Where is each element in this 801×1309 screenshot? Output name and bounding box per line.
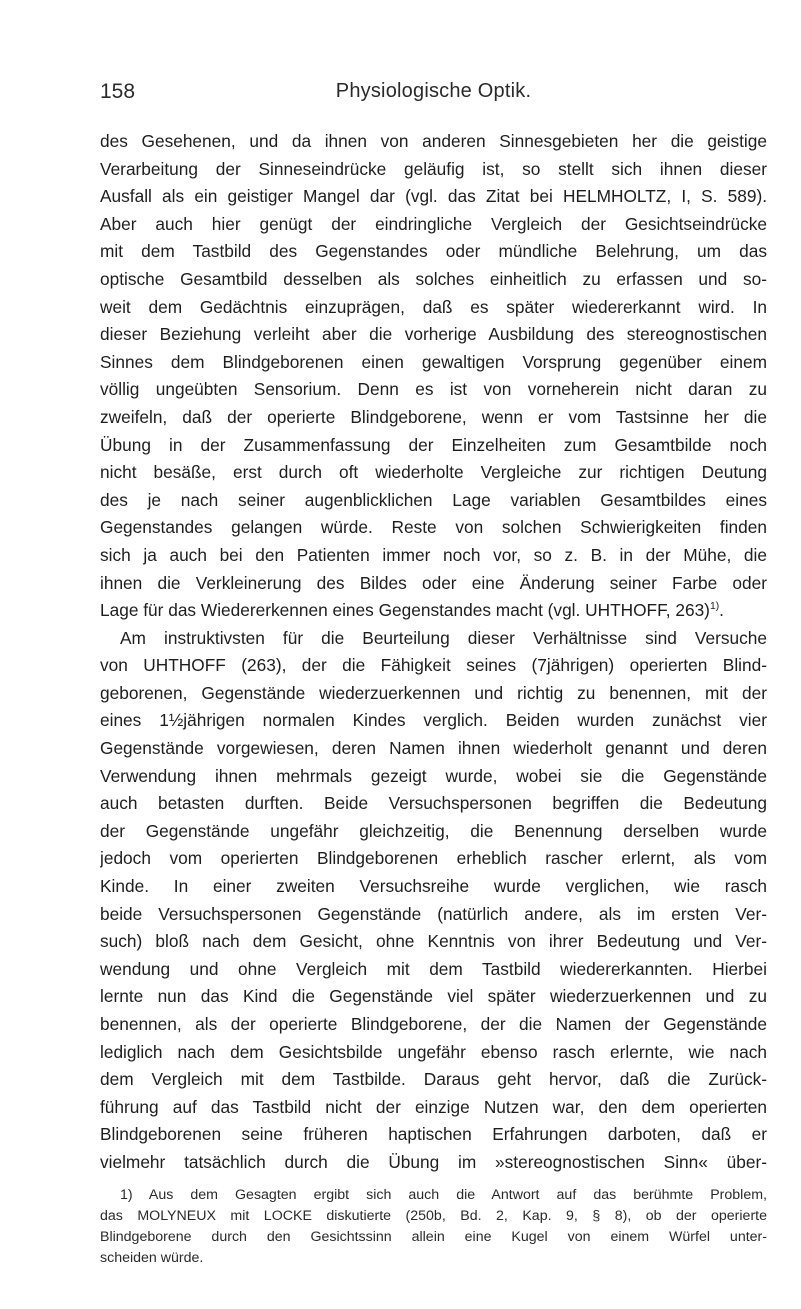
text-line: wendung und ohne Vergleich mit dem Tastbild wiedererkannten. Hierbei xyxy=(100,958,767,979)
text-line: Blindgeborenen seine früheren haptischen Erfahrungen darboten, daß er xyxy=(100,1124,767,1145)
text-line: vielmehr tatsächlich durch die Übung im »stereognostischen Sinn« über- xyxy=(100,1151,767,1172)
text-line: such) bloß nach dem Gesicht, ohne Kenntnis von ihrer Bedeutung und Ver- xyxy=(100,931,767,952)
text-line: mit dem Tastbild des Gegenstandes oder mündliche Belehrung, um das xyxy=(100,241,767,262)
text-line: auch betasten durften. Beide Versuchspersonen begriffen die Bedeutung xyxy=(100,793,767,814)
text-line: lediglich nach dem Gesichtsbilde ungefähr ebenso rasch erlernte, wie nach xyxy=(100,1041,767,1062)
text-line: dem Vergleich mit dem Tastbilde. Daraus geht hervor, daß die Zurück- xyxy=(100,1069,767,1090)
footnote-reference[interactable]: 1) xyxy=(709,601,720,613)
running-head xyxy=(100,80,767,110)
text-line: des Gesehenen, und da ihnen von anderen Sinnesgebieten her die geistige xyxy=(100,131,767,151)
text-line: Ausfall als ein geistiger Mangel dar (vgl. das Zitat bei HELMHOLTZ, I, S. 589). xyxy=(100,186,767,207)
text-line: benennen, als der operierte Blindgeborene, der die Namen der Gegenstände xyxy=(100,1014,767,1034)
footnote-line: Blindgeborene durch den Gesichtssinn allein eine Kugel von einem Würfel unter- xyxy=(100,1229,767,1245)
text-line: von UHTHOFF (263), der die Fähigkeit seines (7jährigen) operierten Blind- xyxy=(100,655,767,676)
text-line: eines 1½jährigen normalen Kindes verglich. Beiden wurden zunächst vier xyxy=(100,710,767,731)
text-line: zweifeln, daß der operierte Blindgeborene, wenn er vom Tastsinne her die xyxy=(100,406,767,427)
text-line: optische Gesamtbild desselben als solches einheitlich zu erfassen und so- xyxy=(100,268,767,289)
text-line: weit dem Gedächtnis einzuprägen, daß es später wiedererkannt wird. In xyxy=(100,296,767,317)
text-line: Am instruktivsten für die Beurteilung dieser Verhältnisse sind Versuche xyxy=(120,627,767,648)
text-line: Kinde. In einer zweiten Versuchsreihe wurde verglichen, wie rasch xyxy=(100,876,767,897)
text-line: sich ja auch bei den Patienten immer noch vor, so z. B. in der Mühe, die xyxy=(100,544,767,565)
text-line: jedoch vom operierten Blindgeborenen erheblich rascher erlernt, als vom xyxy=(100,848,767,869)
text-line: führung auf das Tastbild nicht der einzige Nutzen war, den dem operierten xyxy=(100,1096,767,1117)
text-line: beide Versuchspersonen Gegenstände (natürlich andere, als im ersten Ver- xyxy=(100,903,767,924)
page-title: Physiologische Optik. xyxy=(335,80,532,102)
text-line: Verarbeitung der Sinneseindrücke geläufig ist, so stellt sich ihnen dieser xyxy=(100,158,767,179)
text-line: Gegenstandes gelangen würde. Reste von solchen Schwierigkeiten finden xyxy=(100,517,767,538)
text-line: lernte nun das Kind die Gegenstände viel später wiederzuerkennen und zu xyxy=(100,986,767,1007)
text-line: Sinnes dem Blindgeborenen einen gewaltigen Vorsprung gegenüber einem xyxy=(100,351,767,372)
footnote-line: das MOLYNEUX mit LOCKE diskutierte (250b, Bd. 2, Kap. 9, § 8), ob der operierte xyxy=(100,1208,767,1224)
footnote xyxy=(100,1185,767,1269)
page-number: 158 xyxy=(100,80,136,103)
text-line: Übung in der Zusammenfassung der Einzelheiten zum Gesamtbilde noch xyxy=(100,434,767,455)
text-line: ihnen die Verkleinerung des Bildes oder eine Änderung seiner Farbe oder xyxy=(100,572,767,593)
text-line: Verwendung ihnen mehrmals gezeigt wurde, wobei sie die Gegenstände xyxy=(100,765,767,786)
body-text xyxy=(100,128,767,1177)
footnote-line: 1) Aus dem Gesagten ergibt sich auch die Antwort auf das berühmte Problem, xyxy=(120,1187,767,1203)
footnote-line: scheiden würde. xyxy=(100,1250,204,1266)
text-line: nicht besäße, erst durch oft wiederholte Vergleiche zur richtigen Deutung xyxy=(100,462,767,483)
text-line: völlig ungeübten Sensorium. Denn es ist von vorneherein nicht daran zu xyxy=(100,379,767,400)
text-line: Aber auch hier genügt der eindringliche Vergleich der Gesichtseindrücke xyxy=(100,213,767,234)
text-line: dieser Beziehung verleiht aber die vorherige Ausbildung des stereognostischen xyxy=(100,324,767,345)
text-line: Gegenstände vorgewiesen, deren Namen ihnen wiederholt genannt und deren xyxy=(100,738,767,759)
text-line-with-footnote-ref: Lage für das Wiedererkennen eines Gegenstandes macht (vgl. UHTHOFF, 263)$^{1)}$. xyxy=(100,600,724,621)
text-line: geborenen, Gegenstände wiederzuerkennen und richtig zu benennen, mit der xyxy=(100,682,767,703)
text-line-content: Lage für das Wiedererkennen eines Gegenstandes macht (vgl. UHTHOFF, 263) xyxy=(100,600,710,621)
text-line: des je nach seiner augenblicklichen Lage variablen Gesamtbildes eines xyxy=(100,489,767,510)
text-line: der Gegenstände ungefähr gleichzeitig, die Benennung derselben wurde xyxy=(100,820,767,841)
